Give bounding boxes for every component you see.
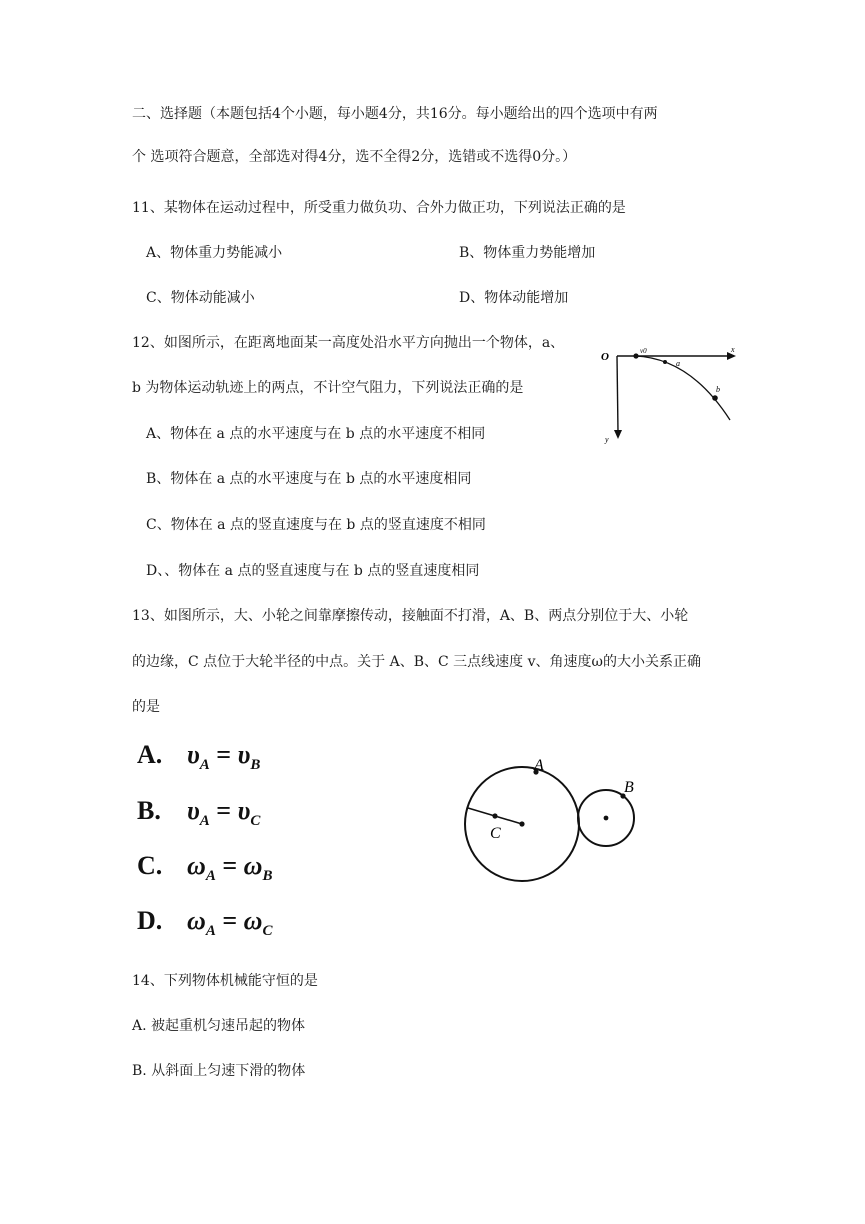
projectile-figure xyxy=(595,338,745,448)
q12-option-c: C、物体在 a 点的竖直速度与在 b 点的竖直速度不相同 xyxy=(146,517,486,533)
q12-stem-line1: 12、如图所示，在距离地面某一高度处沿水平方向抛出一个物体，a、 xyxy=(132,335,565,351)
q13-option-b-rhs-sub: C xyxy=(250,813,261,830)
q13-option-d-label: D. xyxy=(137,906,163,935)
projectile-y-arrow-icon xyxy=(614,430,622,439)
q13-option-b-rhs: υ xyxy=(237,796,251,825)
projectile-origin-label: O xyxy=(601,351,609,363)
q13-option-c-lhs: ω xyxy=(187,851,206,880)
projectile-start-point xyxy=(633,353,638,358)
q12-option-b: B、物体在 a 点的水平速度与在 b 点的水平速度相同 xyxy=(146,471,472,487)
q13-option-c: C. $\omega_A = \omega_B$ xyxy=(137,851,273,885)
wheels-figure xyxy=(460,752,650,892)
q13-option-d: D. $\omega_A = \omega_C$ xyxy=(137,906,273,940)
q13-option-d-rhs: ω xyxy=(243,906,263,935)
projectile-point-a xyxy=(663,360,667,364)
q13-option-b-label: B. xyxy=(137,796,161,825)
q13-option-c-rhs: ω xyxy=(243,851,263,880)
large-wheel-center xyxy=(519,821,524,826)
point-c-dot xyxy=(492,813,497,818)
q13-option-a-label: A. xyxy=(137,740,163,769)
q14-option-b: B. 从斜面上匀速下滑的物体 xyxy=(132,1063,306,1079)
q13-option-a-lhs-sub: A xyxy=(199,757,210,774)
q13-option-c-rhs-sub: B xyxy=(262,868,273,885)
q13-option-a-rhs: υ xyxy=(237,740,251,769)
small-wheel-center xyxy=(604,816,609,821)
q13-option-d-rhs-sub: C xyxy=(262,923,273,940)
projectile-point-b-label: b xyxy=(716,385,720,394)
q11-stem: 11、某物体在运动过程中，所受重力做负功、合外力做正功，下列说法正确的是 xyxy=(132,200,626,216)
projectile-y-label: y xyxy=(605,435,609,444)
projectile-v0-label: v0 xyxy=(640,347,647,355)
q13-option-d-lhs-sub: A xyxy=(205,923,216,940)
point-c-label: C xyxy=(490,825,501,842)
q13-stem-line3: 的是 xyxy=(132,699,160,715)
projectile-y-axis xyxy=(617,356,618,432)
q11-option-c: C、物体动能减小 xyxy=(146,290,255,306)
q13-stem-line2: 的边缘，C 点位于大轮半径的中点。关于 A、B、C 三点线速度 v、角速度ω的大小关系正确 xyxy=(132,654,701,670)
q13-stem-line1: 13、如图所示，大、小轮之间靠摩擦传动，接触面不打滑，A、B、两点分别位于大、小轮 xyxy=(132,608,689,624)
q11-option-b: B、物体重力势能增加 xyxy=(459,245,596,261)
q13-option-a-rhs-sub: B xyxy=(250,757,261,774)
q13-option-a-lhs: υ xyxy=(187,740,200,769)
q13-option-b-lhs-sub: A xyxy=(199,813,210,830)
projectile-point-b xyxy=(712,395,718,401)
point-a-label: A xyxy=(534,757,544,774)
q13-option-d-lhs: ω xyxy=(187,906,206,935)
projectile-point-a-label: a xyxy=(676,359,680,368)
q11-option-a: A、物体重力势能减小 xyxy=(146,245,283,261)
q14-option-a: A. 被起重机匀速吊起的物体 xyxy=(132,1018,306,1034)
q13-option-c-lhs-sub: A xyxy=(205,868,216,885)
q12-option-d: D、、物体在 a 点的竖直速度与在 b 点的竖直速度相同 xyxy=(146,563,480,579)
q13-option-b: B. $\upsilon_A = \upsilon_C$ xyxy=(137,796,261,830)
point-b-label: B xyxy=(624,779,634,796)
q13-option-b-lhs: υ xyxy=(187,796,200,825)
q12-option-a: A、物体在 a 点的水平速度与在 b 点的水平速度不相同 xyxy=(146,426,486,442)
section-header-line2: 个 选项符合题意，全部选对得4分，选不全得2分，选错或不选得0分。） xyxy=(132,149,577,165)
q14-stem: 14、下列物体机械能守恒的是 xyxy=(132,973,318,989)
projectile-x-label: x xyxy=(731,345,735,354)
q13-option-c-label: C. xyxy=(137,851,163,880)
q12-stem-line2: b 为物体运动轨迹上的两点，不计空气阻力，下列说法正确的是 xyxy=(132,380,524,396)
q13-option-a: A. $\upsilon_A = \upsilon_B$ xyxy=(137,740,261,774)
section-header-line1: 二、选择题（本题包括4个小题，每小题4分，共16分。每小题给出的四个选项中有两 xyxy=(132,106,658,122)
q11-option-d: D、物体动能增加 xyxy=(459,290,569,306)
